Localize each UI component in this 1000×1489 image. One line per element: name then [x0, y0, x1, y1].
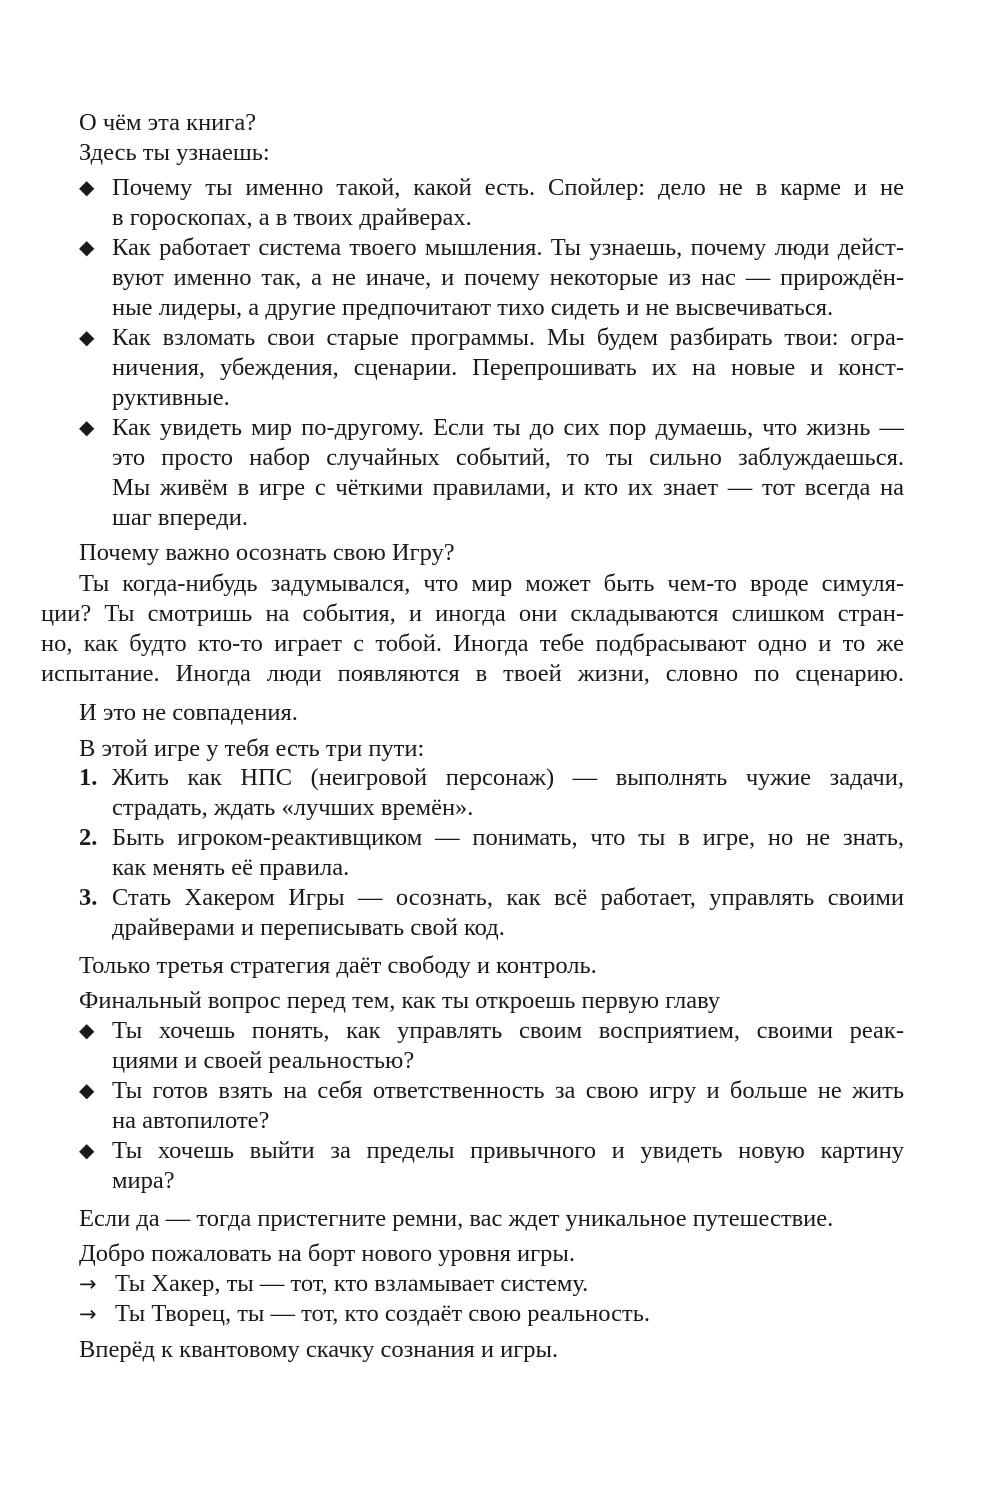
diamond-bullet-icon: ◆ — [79, 237, 95, 259]
diamond-bullet-icon: ◆ — [79, 327, 95, 349]
arrow-right-icon: → — [79, 1272, 97, 1296]
diamond-bullet-icon: ◆ — [79, 417, 95, 439]
bullet-1-line-2: в гороскопах, а в твоих драйверах. — [112, 204, 472, 231]
bullet-4-line-3: Мы живём в игре с чёткими правилами, и кто их знает — тот всегда на — [112, 474, 904, 501]
path-2-line-2: как менять её правила. — [112, 854, 350, 881]
forward-line: Вперёд к квантовому скачку сознания и игры. — [79, 1336, 559, 1363]
path-1-line-1: Жить как НПС (неигровой персонаж) — выполнять чужие задачи, — [112, 764, 904, 791]
diamond-bullet-icon: ◆ — [79, 1140, 95, 1162]
final-bullet-2-line-2: на автопилоте? — [112, 1107, 270, 1134]
why-para-line-1: Ты когда-нибудь задумывался, что мир может быть чем-то вроде симуля- — [79, 570, 904, 597]
final-bullet-1-line-2: циями и своей реальностью? — [112, 1047, 415, 1074]
welcome-line: Добро пожаловать на борт нового уровня игры. — [79, 1240, 576, 1267]
diamond-bullet-icon: ◆ — [79, 177, 95, 199]
final-bullet-1-line-1: Ты хочешь понять, как управлять своим восприятием, своими реак- — [112, 1017, 904, 1044]
bullet-2-line-3: ные лидеры, а другие предпочитают тихо сидеть и не высвечиваться. — [112, 294, 834, 321]
why-para-line-3: но, как будто кто-то играет с тобой. Иногда тебе подбрасывают одно и то же — [41, 630, 904, 657]
hacker-line: Ты Хакер, ты — тот, кто взламывает систему. — [115, 1270, 589, 1297]
bullet-3-line-3: руктивные. — [112, 384, 230, 411]
diamond-bullet-icon: ◆ — [79, 1080, 95, 1102]
path-1-line-2: страдать, ждать «лучших времён». — [112, 794, 474, 821]
bullet-1-line-1: Почему ты именно такой, какой есть. Спойлер: дело не в карме и не — [112, 174, 904, 201]
path-3-line-2: драйверами и переписывать свой код. — [112, 914, 505, 941]
final-bullet-3-line-1: Ты хочешь выйти за пределы привычного и увидеть новую картину — [112, 1137, 904, 1164]
final-bullet-2-line-1: Ты готов взять на себя ответственность за свою игру и больше не жить — [112, 1077, 904, 1104]
not-coincidence-line: И это не совпадения. — [79, 699, 298, 726]
path-number: 2. — [79, 824, 98, 851]
path-2-line-1: Быть игроком-реактивщиком — понимать, что ты в игре, но не знать, — [112, 824, 904, 851]
path-number: 3. — [79, 884, 98, 911]
heading-what-book-about: О чём эта книга? — [79, 109, 257, 136]
if-yes-line: Если да — тогда пристегните ремни, вас ждет уникальное путешествие. — [79, 1205, 834, 1232]
third-strategy-line: Только третья стратегия даёт свободу и контроль. — [79, 952, 597, 979]
path-3-line-1: Стать Хакером Игры — осознать, как всё работает, управлять своими — [112, 884, 904, 911]
bullet-2-line-1: Как работает система твоего мышления. Ты узнаешь, почему люди дейст- — [112, 234, 904, 261]
intro-subheading: Здесь ты узнаешь: — [79, 139, 270, 166]
bullet-3-line-1: Как взломать свои старые программы. Мы будем разбирать твои: огра- — [112, 324, 904, 351]
arrow-right-icon: → — [79, 1302, 97, 1326]
why-para-line-4: испытание. Иногда люди появляются в твоей жизни, словно по сценарию. — [41, 660, 904, 687]
why-para-line-2: ции? Ты смотришь на события, и иногда они складываются слишком стран- — [41, 600, 904, 627]
bullet-3-line-2: ничения, убеждения, сценарии. Перепрошивать их на новые и конст- — [112, 354, 904, 381]
diamond-bullet-icon: ◆ — [79, 1020, 95, 1042]
three-paths-intro: В этой игре у тебя есть три пути: — [79, 735, 425, 762]
bullet-4-line-4: шаг впереди. — [112, 504, 248, 531]
final-bullet-3-line-2: мира? — [112, 1167, 175, 1194]
path-number: 1. — [79, 764, 98, 791]
heading-final-question: Финальный вопрос перед тем, как ты откроешь первую главу — [79, 987, 721, 1014]
bullet-2-line-2: вуют именно так, а не иначе, и почему некоторые из нас — прирождён- — [112, 264, 904, 291]
bullet-4-line-2: это просто набор случайных событий, то ты сильно заблуждаешься. — [112, 444, 904, 471]
creator-line: Ты Творец, ты — тот, кто создаёт свою реальность. — [115, 1300, 651, 1327]
bullet-4-line-1: Как увидеть мир по-другому. Если ты до сих пор думаешь, что жизнь — — [112, 414, 904, 441]
heading-why-important: Почему важно осознать свою Игру? — [79, 539, 455, 566]
